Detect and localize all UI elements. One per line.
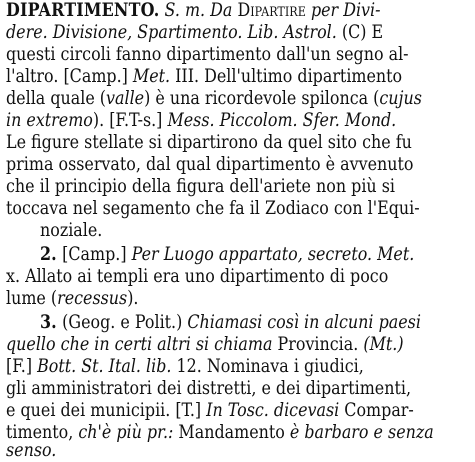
entry-line-11	[40, 220, 102, 242]
sense-number: 3.	[40, 312, 63, 333]
text-span: cujus	[379, 88, 422, 109]
text-span: recessus	[57, 288, 128, 309]
text-span: 12. Nominava i giudici,	[171, 356, 364, 377]
text-span: gli amministratori dei distretti, e dei dipartimenti,	[6, 378, 412, 399]
text-span: [F.]	[6, 356, 38, 377]
text-span: In Tosc. dicevasi	[206, 400, 340, 421]
source-abbreviation: Mess. Piccolom. Sfer. Mond.	[167, 110, 397, 131]
entry-line-18	[6, 378, 411, 400]
entry-line-8	[6, 154, 414, 176]
source-abbreviation: Bott. St. Ital. lib.	[37, 356, 172, 377]
text-span: Per Luogo appartato, secreto. Met.	[131, 244, 415, 265]
text-span: che il principio della figura dell'ariete non più si	[6, 176, 395, 197]
entry-line-13	[6, 266, 388, 288]
text-span: toccava nel segamento che fa il Zodiaco con l'Equi-	[6, 198, 420, 219]
definition-text: dere. Divisione, Spartimento. Lib. Astrol.	[6, 22, 337, 43]
sense-number: 2.	[40, 244, 63, 265]
text-span: Compar-	[339, 400, 414, 421]
roman-numeral: III	[170, 66, 195, 87]
entry-line-10	[6, 198, 420, 220]
entry-line-4	[6, 66, 402, 88]
text-span: lume (	[6, 288, 58, 309]
entry-line-16	[6, 334, 404, 356]
text-span: ) è una ricordevole spilonca (	[144, 88, 380, 109]
text-span: timento,	[6, 422, 79, 443]
text-span: e quei dei municipii. [T.]	[6, 400, 207, 421]
text-span: senso.	[6, 440, 57, 461]
text-span: prima osservato, dal qual dipartimento è avvenuto	[6, 154, 414, 175]
text-span: Chiamasi così in alcuni paesi	[187, 312, 421, 333]
text-span: (Geog. e Polit.)	[62, 312, 188, 333]
text-span: l'altro. [Camp.]	[6, 66, 133, 87]
source-abbreviation: (Mt.)	[363, 334, 404, 355]
text-span: per Divi-	[305, 0, 381, 21]
entry-line-9	[6, 176, 395, 198]
headword: DIPARTIMENTO.	[6, 0, 160, 21]
source-abbreviation: Met.	[132, 66, 171, 87]
source-abbreviation: (C) E	[336, 22, 384, 43]
entry-line-1	[6, 0, 381, 22]
cross-reference: Dipartire	[237, 0, 306, 21]
entry-line-20	[6, 422, 434, 444]
text-span: ). [F.T-s.]	[92, 110, 168, 131]
entry-line-7	[6, 132, 412, 154]
text-span: della quale (	[6, 88, 107, 109]
text-span: in extremo	[6, 110, 93, 131]
text-span: Le figure stellate si dipartirono da quel sito che fu	[6, 132, 412, 153]
entry-line-14	[6, 288, 138, 310]
grammar-label: S. m.	[159, 0, 211, 21]
text-span: Da	[210, 0, 238, 21]
text-span: quello che in certi altri si chiama	[6, 334, 273, 355]
text-span: [Camp.]	[62, 244, 132, 265]
text-span: x. Allato ai templi era uno dipartimento di poco	[6, 266, 389, 287]
entry-line-2	[6, 22, 383, 44]
entry-line-5	[6, 88, 422, 110]
entry-line-21	[6, 440, 56, 462]
text-span: Mandamento	[173, 422, 290, 443]
entry-line-15	[40, 312, 421, 334]
entry-line-12	[40, 244, 414, 266]
entry-line-6	[6, 110, 396, 132]
text-span: . Dell'ultimo dipartimento	[194, 66, 403, 87]
entry-line-17	[6, 356, 364, 378]
text-span: Provincia.	[272, 334, 364, 355]
text-span: è barbaro e senza	[289, 422, 434, 443]
text-span: questi circoli fanno dipartimento dall'un segno al-	[6, 44, 409, 65]
text-span: ch'è più pr.:	[78, 422, 174, 443]
text-span: noziale.	[40, 220, 103, 241]
entry-line-3	[6, 44, 409, 66]
entry-line-19	[6, 400, 414, 422]
text-span: ).	[127, 288, 139, 309]
text-span: valle	[106, 88, 145, 109]
